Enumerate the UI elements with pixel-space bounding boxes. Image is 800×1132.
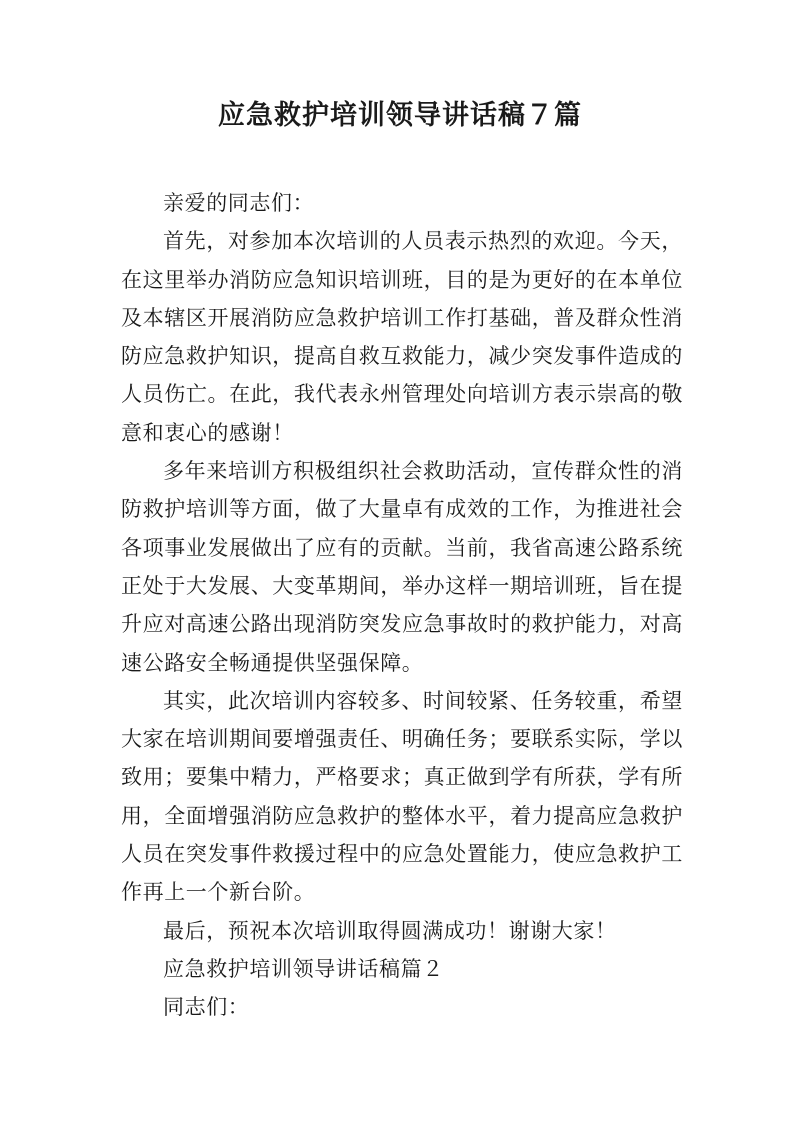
paragraph-welcome: 首先，对参加本次培训的人员表示热烈的欢迎。今天，在这里举办消防应急知识培训班，目的是为更好的在本单位及本辖区开展消防应急救护培训工作打基础，普及群众性消防应急救护知识，提高自救互救能力，减少突发事件造成的人员伤亡。在此，我代表永州管理处向培训方表示崇高的敬意和衷心的感谢！ [121, 229, 683, 445]
paragraph-greeting: 亲爱的同志们： [163, 191, 315, 215]
paragraph-greeting-2: 同志们： [163, 995, 250, 1020]
paragraph-requirements: 其实，此次培训内容较多、时间较紧、任务较重，希望大家在培训期间要增强责任、明确任务；要联系实际，学以致用；要集中精力，严格要求；真正做到学有所获，学有所用，全面增强消防应急救护的整体水平，着力提高应急救护人员在突发事件救援过程中的应急处置能力，使应急救护工作再上一个新台阶。 [121, 688, 683, 905]
document-title: 应急救护培训领导讲话稿７篇 [218, 100, 582, 131]
paragraph-section-heading: 应急救护培训领导讲话稿篇２ [163, 956, 444, 981]
paragraph-achievements: 多年来培训方积极组织社会救助活动，宣传群众性的消防救护培训等方面，做了大量卓有成效的工作，为推进社会各项事业发展做出了应有的贡献。当前，我省高速公路系统正处于大发展、大变革期间，举办这样一期培训班，旨在提升应对高速公路出现消防突发应急事故时的救护能力，对高速公路安全畅通提供坚强保障。 [121, 459, 683, 675]
paragraph-closing: 最后，预祝本次培训取得圆满成功！谢谢大家！ [163, 918, 617, 943]
document-body [121, 184, 683, 1027]
